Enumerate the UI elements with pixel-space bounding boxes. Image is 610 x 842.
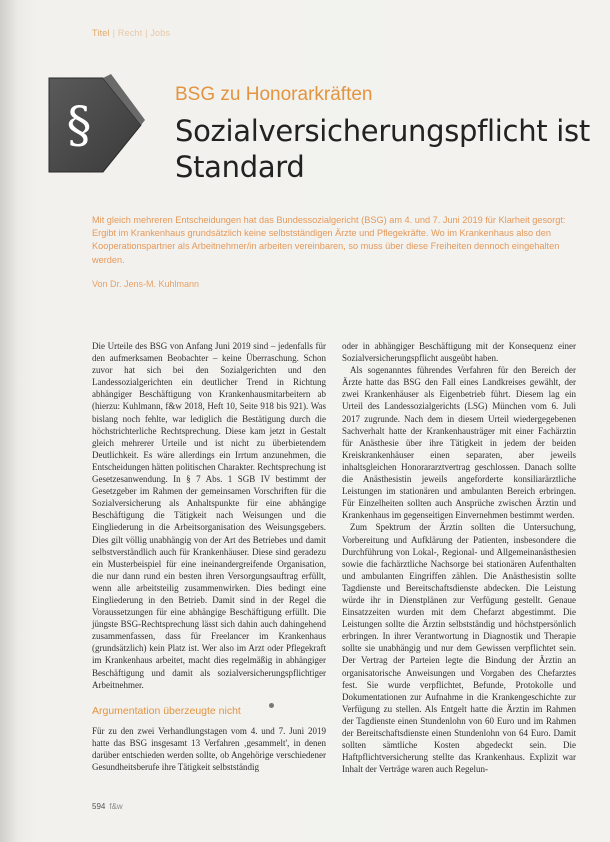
body-paragraph: Für zu den zwei Verhandlungstagen vom 4. und 7. Juni 2019 hatte das BSG insgesamt 13 Verfahren ‚gesammelt', in denen darüber entschieden werden sollte, ob Angehörige verschiedener Gesundheitsberufe ihre Tätigkeit selbstständig [92,725,326,773]
section-subheading: Argumentation überzeugte nicht [92,704,241,717]
page-crease-shadow [0,0,18,842]
text-column-right [342,340,576,775]
article-lead: Mit gleich mehreren Entscheidungen hat das Bundessozialgericht (BSG) am 4. und 7. Juni 2019 für Klarheit gesorgt: Ergibt im Krankenhaus grundsätzlich keine selbstständigen Ärzte und Pflegekräfte. Wo im Krankenhaus also den Kooperationspartner als Arbeitnehmer/in arbeiten vereinbaren, so muss über diese Freiheiten dennoch eingehalten werden. [92,215,566,265]
article-author: Von Dr. Jens-M. Kuhlmann [92,279,200,289]
text-column-left [92,340,326,773]
article-kicker: BSG zu Honorarkräften [175,84,373,105]
body-paragraph: Als sogenanntes führendes Verfahren für den Bereich der Ärzte hatte das BSG den Fall eines Landkreises gewählt, der zwei Krankenhäuser als Eigenbetrieb führt. Diesem lag ein Urteil des Landessozialgerichts (LSG) München vom 6. Juli 2017 zugrunde. Nach dem in diesem Urteil wiedergegebenen Sachverhalt hatte der Krankenhausträger mit einer Fachärztin für Anästhesie über ihre Tätigkeit in jedem der beiden Kreiskrankenhäuser einen separaten, aber jeweils inhaltsgleichen Honorararztvertrag geschlossen. Danach sollte die Anästhesistin jeweils angeforderte konsiliarärztliche Leistungen im stationären und ambulanten Bereich erbringen. Für Einzelheiten sollten auch Ansprüche zwischen Ärztin und Krankenhaus im gegenseitigen Einvernehmen bestimmt werden. [342,365,576,521]
magazine-name: f&w [109,802,123,811]
paragraph-symbol: § [66,96,92,154]
page-footer [92,802,123,811]
page-number: 594 [92,802,106,811]
body-paragraph: Die Urteile des BSG von Anfang Juni 2019 sind – jedenfalls für den aufmerksamen Beobachter – keine Überraschung. Schon zuvor hat sich bei den Sozialgerichten und den Landessozialgerichten ein deutlicher Trend in Richtung abhängiger Beschäftigung von Krankenhausmitarbeitern ab (hierzu: Kuhlmann, f&w 2018, Heft 10, Seite 918 bis 921). Was bislang noch fehlte, war lediglich die Bestätigung durch die höchstrichterliche Rechtsprechung. Diese kam jetzt in Gestalt gleich mehrerer Urteile und ist nicht zu überbietendem Deutlichkeit. Es wäre allerdings ein Irrtum anzunehmen, die Entscheidungen hätten politischen Charakter. Rechtsprechung ist Gesetzesanwendung. In § 7 Abs. 1 SGB IV bestimmt der Gesetzgeber im Rahmen der gemeinsamen Vorschriften für die Sozialversicherung als Anhaltspunkte für eine abhängige Beschäftigung die Tätigkeit nach Weisungen und die Eingliederung in die Arbeitsorganisation des Weisungsgebers. Dies gilt völlig unabhängig von der Art des Betriebes und damit selbstverständlich auch für Krankenhäuser. Diese sind geradezu ein Musterbeispiel für eine ineinandergreifende Organisation, die nur dann rund ein besten ihren Versorgungsauftrag erfüllt, wenn alle arbeitsteilig zusammenwirken. Dies bedingt eine Eingliederung in den Betrieb. Damit sind in der Regel die Voraussetzungen für eine abhängige Beschäftigung erfüllt. Die jüngste BSG-Rechtsprechung lässt sich dahin auch dahingehend zusammenfassen, dass für Freelancer im Krankenhaus (grundsätzlich) kein Platz ist. Wer also im Arzt oder Pflegekraft im Krankenhaus arbeitet, macht dies regelmäßig in abhängiger Beschäftigung und damit als sozialversicherungspflichtiger Arbeitnehmer. [92,341,326,690]
rubric-rest: | Recht | Jobs [112,28,171,38]
body-paragraph: oder in abhängiger Beschäftigung mit der Konsequenz einer Sozialversicherungspflicht ausgeübt haben. [342,341,576,364]
section-rubric [92,28,170,38]
body-paragraph: Zum Spektrum der Ärztin sollten die Untersuchung, Vorbereitung und Aufklärung der Patienten, insbesondere die Durchführung von Lokal-, Regional- und Allgemeinanästhesien sowie die fachärztliche Nachsorge bei stationären Aufenthalten und ambulanten Eingriffen zählen. Die Anästhesistin sollte Tagdienste und Bereitschaftsdienste abdecken. Die Leistung würde ihr in Dienstplänen zur Verfügung gestellt. Genaue Einsatzzeiten wurden mit dem Chefarzt abgestimmt. Die Leistungen sollte die Ärztin selbstständig und höchstpersönlich erbringen. In ihrer Verantwortung in Diagnostik und Therapie sollte sie unabhängig und nur dem Gewissen verpflichtet sein. Der Vertrag der Parteien legte die Bindung der Ärztin an organisatorische Anweisungen und Vorgaben des Chefarztes fest. Sie wurde verpflichtet, Befunde, Protokolle und Dokumentationen zur Aufnahme in die Krankengeschichte zur Verfügung zu stellen. Als Entgelt hatte die Ärztin im Rahmen der Tagdienste einen Stundenlohn von 60 Euro und im Rahmen der Bereitschaftsdienste einen Stundenlohn von 64 Euro. Damit sollten sämtliche Kosten abgedeckt sein. Die Haftpflichtversicherung stellte das Krankenhaus. Explizit war Inhalt der Verträge waren auch Regelun- [342,522,576,775]
bullet-dot [269,703,274,708]
paragraph-tag-icon [45,70,145,180]
article-title: Sozialversicherungspflicht ist Standard [175,114,590,184]
rubric-main: Titel [92,28,110,38]
